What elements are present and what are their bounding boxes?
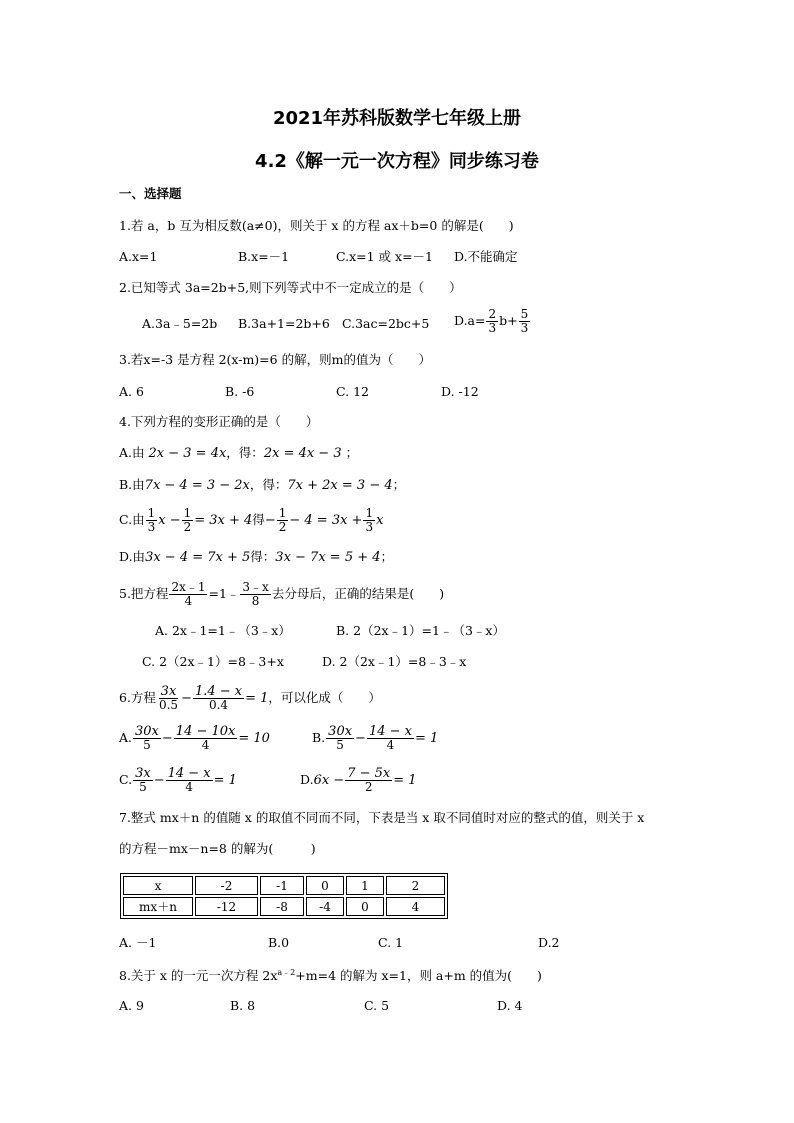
q6-option-d: D.6x − $\frac{7 - 5x}{2}$ = 1 [300, 766, 417, 794]
table-cell: 4 [386, 897, 445, 916]
q3-stem: 3.若x=-3 是方程 2(x-m)=6 的解，则m的值为（ ） [119, 352, 431, 367]
q2-option-c: C.3ac=2bc+5 [342, 316, 430, 331]
q5-option-b: B. 2（2x﹣1）=1﹣（3﹣x） [336, 623, 505, 638]
q3-option-a: A. 6 [119, 384, 144, 399]
table-cell: x [123, 876, 193, 895]
fraction: $\frac{14 - x}{4}$ [368, 724, 412, 752]
q8-option-b: B. 8 [230, 998, 256, 1013]
fraction: $\frac{2x﹣1}{4}$ [171, 580, 206, 608]
table-cell: 0 [306, 876, 344, 895]
table-cell: 1 [346, 876, 384, 895]
q4-stem: 4.下列方程的变形正确的是（ ） [119, 414, 319, 429]
q7-stem-line1: 7.整式 mx＋n 的值随 x 的取值不同而不同，下表是当 x 取不同值时对应的整式的值，则关于 x [119, 810, 645, 825]
fraction: $\frac{3x}{5}$ [135, 766, 151, 794]
q4-option-b: B.由7x − 4 = 3 − 2x，得：7x + 2x = 3 − 4； [119, 477, 406, 493]
q1-stem: 1.若 a，b 互为相反数(a≠0)，则关于 x 的方程 ax＋b=0 的解是( ) [119, 218, 514, 233]
fraction: $\frac{2}{3}$ [488, 307, 497, 335]
q6-option-c: C. $\frac{3x}{5}$ − $\frac{14 - x}{4}$ = 1 [119, 766, 237, 794]
q2-option-b: B.3a+1=2b+6 [238, 316, 330, 331]
q6-option-a: A. $\frac{30x}{5}$ − $\frac{14 - 10x}{4}$ = 10 [119, 724, 270, 752]
fraction: $\frac{30x}{5}$ [135, 724, 159, 752]
q6-stem: 6.方程 $\frac{3x}{0.5}$ − $\frac{1.4 - x}{0.4}$ = 1，可以化成（ ） [119, 684, 381, 712]
document-subtitle: 4.2《解一元一次方程》同步练习卷 [255, 151, 539, 172]
table-cell: 0 [346, 897, 384, 916]
q5-option-c: C. 2（2x﹣1）=8﹣3+x [142, 654, 284, 669]
table-cell: -2 [195, 876, 258, 895]
q3-option-c: C. 12 [336, 384, 369, 399]
q4-option-a: A.由 2x − 3 = 4x，得：2x = 4x − 3 ； [119, 445, 359, 461]
fraction: $\frac{14 - 10x}{4}$ [175, 724, 236, 752]
q7-stem-line2: 的方程－mx－n=8 的解为( ) [119, 841, 316, 856]
q5-stem: 5.把方程 $\frac{2x﹣1}{4}$ =1﹣ $\frac{3﹣x}{8}$ 去分母后，正确的结果是( ) [119, 580, 445, 608]
table-cell: -4 [306, 897, 344, 916]
q1-option-d: D.不能确定 [454, 249, 518, 264]
document-title: 2021年苏科版数学七年级上册 [272, 108, 522, 129]
q8-stem: 8.关于 x 的一元一次方程 $2x^{a﹣2}+m=4$ 的解为 x=1，则 a+m 的值为( ) [119, 968, 542, 984]
fraction: $\frac{1}{2}$ [183, 506, 192, 534]
q1-option-b: B.x=－1 [238, 249, 290, 264]
q5-option-a: A. 2x﹣1=1﹣（3﹣x） [155, 623, 291, 638]
q8-option-c: C. 5 [364, 998, 390, 1013]
fraction: $\frac{14 - x}{4}$ [167, 766, 211, 794]
q8-option-a: A. 9 [119, 998, 144, 1013]
table-cell: -1 [260, 876, 304, 895]
fraction: $\frac{1.4 - x}{0.4}$ [194, 684, 243, 712]
fraction: $\frac{30x}{5}$ [328, 724, 353, 752]
table-row [123, 876, 445, 895]
q2-d-prefix: D.a= [454, 313, 486, 328]
q7-option-d: D.2 [538, 935, 560, 950]
table-cell: 2 [386, 876, 445, 895]
q7-option-a: A. －1 [119, 935, 157, 950]
q2-option-a: A.3a﹣5=2b [142, 316, 218, 331]
fraction: $\frac{3﹣x}{8}$ [242, 580, 269, 608]
fraction: $\frac{1}{3}$ [365, 506, 374, 534]
q3-option-b: B. -6 [225, 384, 255, 399]
table-row [123, 897, 445, 916]
q2-stem: 2.已知等式 3a=2b+5,则下列等式中不一定成立的是（ ） [119, 280, 462, 295]
q7-option-b: B.0 [268, 935, 290, 950]
table-cell: mx＋n [123, 897, 193, 916]
q4-option-d: D.由3x − 4 = 7x + 5得：3x − 7x = 5 + 4； [119, 549, 394, 565]
table-cell: -8 [260, 897, 304, 916]
q2-option-d [454, 306, 531, 336]
q4-option-c: C.由 $\frac{1}{3}$ x − $\frac{1}{2}$ = 3x + 4得− $\frac{1}{2}$ − 4 = 3x + $\frac{1}{3}$ x [119, 506, 384, 534]
q1-option-a: A.x=1 [119, 249, 158, 264]
section-heading: 一、选择题 [119, 186, 182, 201]
q3-option-d: D. -12 [441, 384, 479, 399]
fraction: $\frac{1}{2}$ [278, 506, 287, 534]
fraction: $\frac{1}{3}$ [147, 506, 156, 534]
fraction: $\frac{3x}{0.5}$ [158, 684, 179, 712]
q1-option-c: C.x=1 或 x=－1 [336, 249, 433, 264]
table-cell: -12 [195, 897, 258, 916]
fraction: $\frac{5}{3}$ [520, 307, 529, 335]
q2-d-mid: b+ [499, 313, 518, 328]
q7-option-c: C. 1 [378, 935, 404, 950]
value-table [120, 873, 448, 919]
q6-option-b: B. $\frac{30x}{5}$ − $\frac{14 - x}{4}$ = 1 [312, 724, 439, 752]
q5-option-d: D. 2（2x﹣1）=8﹣3﹣x [322, 654, 467, 669]
q8-option-d: D. 4 [497, 998, 523, 1013]
fraction: $\frac{7 - 5x}{2}$ [347, 766, 391, 794]
